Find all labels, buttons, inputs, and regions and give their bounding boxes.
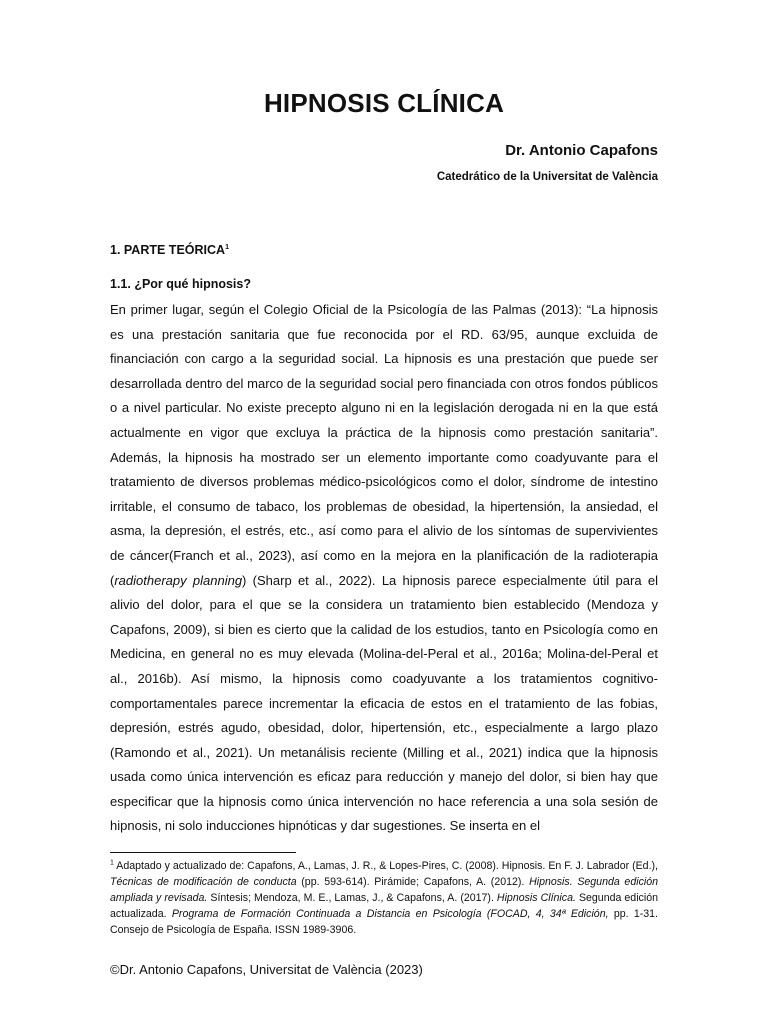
- footnote-text-4: Segunda edición actualizada.: [110, 892, 658, 920]
- footnote-italic-4: Programa de Formación Continuada a Distancia en Psicología (FOCAD, 4, 34ª Edición,: [171, 908, 609, 920]
- subsection-heading: 1.1. ¿Por qué hipnosis?: [110, 277, 251, 291]
- section-heading: [110, 243, 229, 257]
- footnote-text-5: pp. 1-31. Consejo de Psicología de España. ISSN 1989-3906.: [110, 908, 658, 936]
- footnote-reference[interactable]: 1: [225, 243, 229, 251]
- author-name: Dr. Antonio Capafons: [505, 142, 658, 159]
- document-title: HIPNOSIS CLÍNICA: [263, 88, 505, 118]
- footnote-italic-2: Hipnosis. Segunda edición ampliada y revisada.: [110, 876, 658, 904]
- footnote-separator: [110, 852, 296, 853]
- footnote-italic-1: Técnicas de modificación de conducta: [110, 876, 297, 888]
- body-paragraph: [110, 298, 658, 839]
- footnote-text-3: Síntesis; Mendoza, M. E., Lamas, J., & Capafons, A. (2017).: [207, 892, 497, 904]
- footnote-text-2: (pp. 593-614). Pirámide; Capafons, A. (2012).: [296, 876, 530, 888]
- footnote-text-1: Adaptado y actualizado de: Capafons, A., Lamas, J. R., & Lopes-Pires, C. (2008). Hipnosis. En F. J. Labrador (Ed.),: [113, 860, 658, 872]
- page-footer-copyright: ©Dr. Antonio Capafons, Universitat de València (2023): [110, 962, 423, 977]
- body-text-part-1: En primer lugar, según el Colegio Oficial de la Psicología de las Palmas (2013): “La hipnosis es una prestación sanitaria que fue reconocida por el RD. 63/95, aunque excluida de financiación con cargo a la seguridad social. La hipnosis es una prestación que puede ser desarrollada dentro del marco de la seguridad social pero financiada con otros fondos públicos o a nivel particular. No existe precepto alguno ni en la legislación derogada ni en la que está actualmente en vigor que excluya la práctica de la hipnosis como prestación sanitaria”. Además, la hipnosis ha mostrado ser un elemento importante como coadyuvante para el tratamiento de diversos problemas médico-psicológicos como el dolor, síndrome de intestino irritable, el consumo de tabaco, los problemas de obesidad, la hipertensión, la ansiedad, el asma, la depresión, el estrés, etc., así como para el alivio de los síntomas de supervivientes de cáncer(Franch et al., 2023), así como en la mejora en la planificación de la radioterapia (: [110, 302, 658, 588]
- footnote-italic-3: Hipnosis Clínica.: [496, 892, 576, 904]
- footnote: [110, 858, 658, 938]
- body-text-italic: radiotherapy planning: [114, 572, 243, 588]
- body-text-part-2: ) (Sharp et al., 2022). La hipnosis parece especialmente útil para el alivio del dolor, para el que se la considera un tratamiento bien establecido (Mendoza y Capafons, 2009), si bien es cierto que la calidad de los estudios, tanto en Psicología como en Medicina, en general no es muy elevada (Molina-del-Peral et al., 2016a; Molina-del-Peral et al., 2016b). Así mismo, la hipnosis como coadyuvante a los tratamientos cognitivo-comportamentales parece incrementar la eficacia de estos en el tratamiento de las fobias, depresión, estrés agudo, obesidad, dolor, hipertensión, etc., especialmente a largo plazo (Ramondo et al., 2021). Un metanálisis reciente (Milling et al., 2021) indica que la hipnosis usada como única intervención es eficaz para reducción y manejo del dolor, si bien hay que especificar que la hipnosis como única intervención no hace referencia a una sola sesión de hipnosis, ni solo inducciones hipnóticas y dar sugestiones. Se inserta en el: [110, 572, 658, 834]
- author-affiliation: Catedrático de la Universitat de València: [436, 171, 658, 183]
- section-heading-text: 1. PARTE TEÓRICA: [110, 243, 226, 257]
- footnote-mark: 1: [110, 859, 114, 867]
